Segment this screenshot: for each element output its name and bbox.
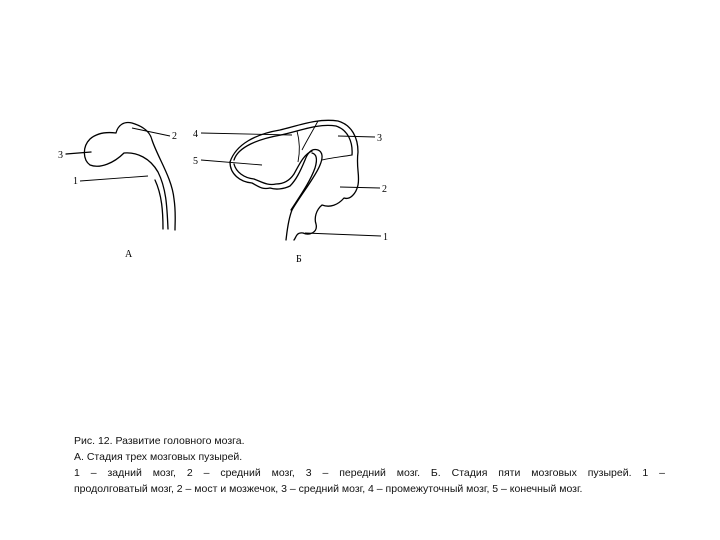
figure-caption: [74, 433, 665, 497]
panel-b-label-2: 2: [382, 184, 387, 195]
panel-b-border-3: [322, 155, 352, 160]
panel-b-label-3: 3: [377, 133, 382, 144]
panel-a-leader-2: [132, 128, 170, 136]
panel-b-label-4: 4: [193, 129, 198, 140]
panel-a-inner-contour: [155, 180, 163, 229]
panel-b-leader-2: [340, 187, 380, 188]
panel-a-leader-3: [66, 152, 91, 154]
panel-a-label-2: 2: [172, 131, 177, 142]
panel-b-lower-inner-contour: [234, 151, 312, 185]
caption-title: Рис. 12. Развитие головного мозга.: [74, 435, 245, 447]
panel-a-drawing: [66, 122, 175, 230]
panel-a-leader-1: [80, 176, 148, 181]
panel-b-border-1: [302, 121, 318, 150]
panel-b-inner-contour: [234, 125, 352, 160]
panel-b-drawing: [201, 120, 381, 240]
panel-b-border-2: [297, 131, 299, 162]
panel-b-label-5: 5: [193, 156, 198, 167]
panel-a-label-3: 3: [58, 150, 63, 161]
panel-b-leader-4: [201, 133, 292, 135]
panel-b-leader-3: [338, 136, 375, 137]
panel-a-letter: А: [125, 249, 133, 260]
caption-panel-a: А. Стадия трех мозговых пузырей.: [74, 451, 243, 463]
panel-b-leader-5: [201, 160, 262, 165]
panel-a-outer-contour: [84, 122, 175, 230]
panel-b-label-1: 1: [383, 232, 388, 243]
panel-b-leader-1: [305, 233, 381, 236]
panel-a-label-1: 1: [73, 176, 78, 187]
caption-legend-line-2: продолговатый мозг, 2 – мост и мозжечок, 3 – средний мозг, 4 – промежуточный мозг, 5 – конечный мозг.: [74, 483, 583, 495]
panel-b-letter: Б: [296, 254, 302, 265]
caption-legend-line-1: 1 – задний мозг, 2 – средний мозг, 3 – передний мозг. Б. Стадия пяти мозговых пузырей. 1 –: [74, 467, 665, 479]
